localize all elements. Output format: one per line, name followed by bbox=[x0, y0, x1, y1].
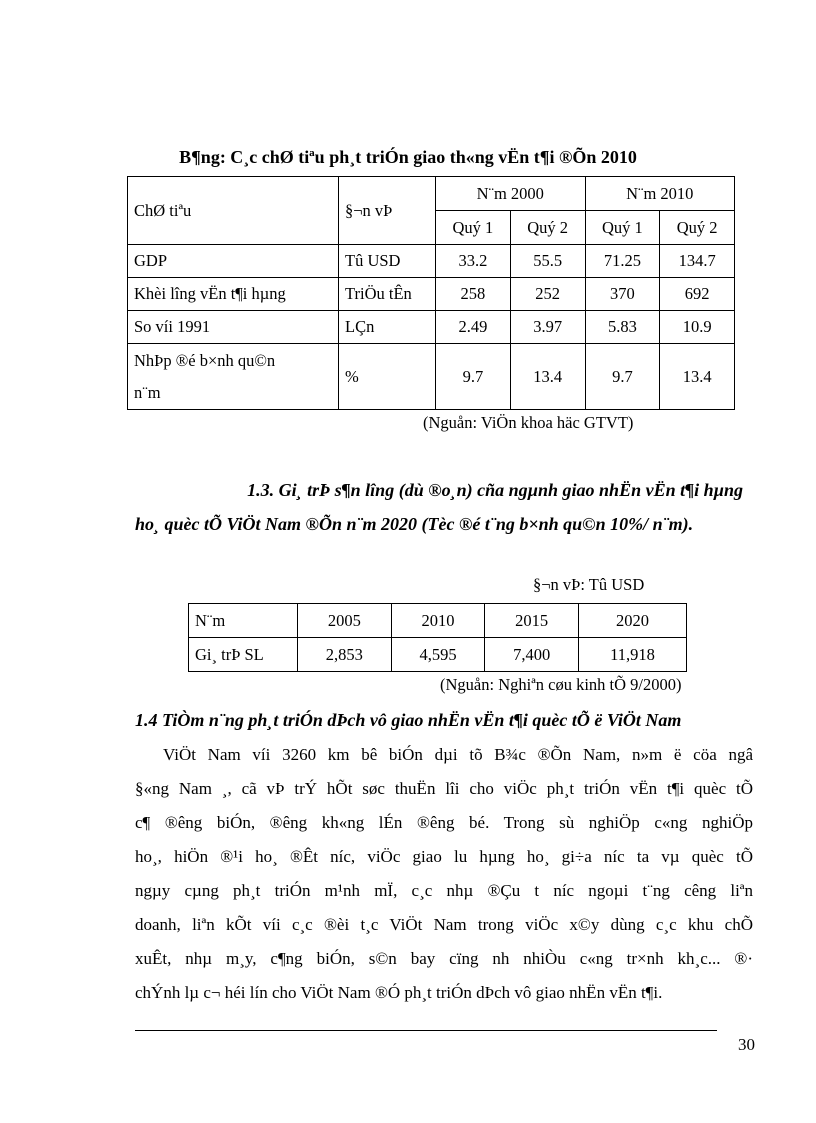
section-1-3-heading bbox=[135, 473, 755, 541]
cell: 370 bbox=[585, 278, 660, 311]
row-label: Khèi lîng vËn t¶i hµng bbox=[128, 278, 339, 311]
table-row bbox=[128, 278, 735, 311]
section-1-3-line1: 1.3. Gi¸ trÞ s¶n lîng (dù ®o¸n) cña ngµnh giao nhËn vËn t¶i hµng bbox=[247, 480, 743, 500]
row-label: Gi¸ trÞ SL bbox=[189, 638, 298, 672]
row-label: GDP bbox=[128, 245, 339, 278]
header-cell: 2010 bbox=[391, 604, 485, 638]
cell: 55.5 bbox=[510, 245, 585, 278]
paragraph-line: c¶ ®êng biÓn, ®êng kh«ng lÉn ®êng bé. Trong sù nghiÖp c«ng nghiÖp bbox=[135, 813, 753, 832]
footer-rule bbox=[135, 1030, 717, 1031]
cell: 9.7 bbox=[585, 344, 660, 410]
header-q2: Quý 2 bbox=[660, 211, 735, 245]
projection-table bbox=[188, 603, 687, 672]
cell: 4,595 bbox=[391, 638, 485, 672]
header-cell: 2020 bbox=[579, 604, 687, 638]
row-label bbox=[128, 344, 339, 410]
cell: 258 bbox=[436, 278, 511, 311]
paragraph-line: ho¸, hiÖn ®¹i ho¸ ®Êt níc, viÖc giao lu hµng ho¸ gi÷a níc ta vµ quèc tÕ bbox=[135, 847, 753, 866]
row-label: So víi 1991 bbox=[128, 311, 339, 344]
row-unit: TriÖu tÊn bbox=[339, 278, 436, 311]
table2-unit-note: §¬n vÞ: Tû USD bbox=[533, 575, 645, 594]
paragraph-line: chÝnh lµ c¬ héi lín cho ViÖt Nam ®Ó ph¸t triÓn dÞch vô giao nhËn vËn t¶i. bbox=[135, 983, 663, 1002]
table-row bbox=[189, 604, 687, 638]
paragraph-line: ngµy cµng ph¸t triÓn m¹nh mÏ, c¸c nhµ ®Çu t níc ngoµi t¨ng cêng liªn bbox=[135, 881, 753, 900]
page-number: 30 bbox=[738, 1035, 755, 1054]
cell: 252 bbox=[510, 278, 585, 311]
header-q1: Quý 1 bbox=[585, 211, 660, 245]
cell: 3.97 bbox=[510, 311, 585, 344]
row-unit: Tû USD bbox=[339, 245, 436, 278]
cell: 71.25 bbox=[585, 245, 660, 278]
cell: 5.83 bbox=[585, 311, 660, 344]
cell: 33.2 bbox=[436, 245, 511, 278]
table1-title: B¶ng: C¸c chØ tiªu ph¸t triÓn giao th«ng vËn t¶i ®Õn 2010 bbox=[179, 147, 637, 167]
table1-source: (Nguån: ViÖn khoa häc GTVT) bbox=[423, 413, 634, 432]
header-cell: 2005 bbox=[298, 604, 392, 638]
cell: 11,918 bbox=[579, 638, 687, 672]
header-cell: 2015 bbox=[485, 604, 579, 638]
header-q1: Quý 1 bbox=[436, 211, 511, 245]
cell: 7,400 bbox=[485, 638, 579, 672]
header-unit: §¬n vÞ bbox=[339, 177, 436, 245]
row-unit: LÇn bbox=[339, 311, 436, 344]
header-year-2010: N¨m 2010 bbox=[585, 177, 735, 211]
cell: 13.4 bbox=[660, 344, 735, 410]
paragraph-line: §«ng Nam ¸, cã vÞ trÝ hÕt søc thuËn lîi cho viÖc ph¸t triÓn vËn t¶i quèc tÕ bbox=[135, 779, 753, 798]
indicators-table bbox=[127, 176, 735, 410]
cell: 9.7 bbox=[436, 344, 511, 410]
section-1-3-line2: ho¸ quèc tÕ ViÖt Nam ®Õn n¨m 2020 (Tèc ®é t¨ng b×nh qu©n 10%/ n¨m). bbox=[135, 514, 694, 534]
paragraph-line: xuÊt, nhµ m¸y, c¶ng biÓn, s©n bay cïng nh nhiÒu c«ng tr×nh kh¸c... ®· bbox=[135, 949, 753, 968]
table-row bbox=[128, 311, 735, 344]
row-label-line2: n¨m bbox=[134, 382, 161, 402]
table-row bbox=[128, 344, 735, 410]
section-1-4-heading: 1.4 TiÒm n¨ng ph¸t triÓn dÞch vô giao nhËn vËn t¶i quèc tÕ ë ViÖt Nam bbox=[135, 710, 682, 730]
header-indicator: ChØ tiªu bbox=[128, 177, 339, 245]
cell: 2,853 bbox=[298, 638, 392, 672]
paragraph-line: doanh, liªn kÕt víi c¸c ®èi t¸c ViÖt Nam trong viÖc x©y dùng c¸c khu chÕ bbox=[135, 915, 753, 934]
paragraph-line: ViÖt Nam víi 3260 km bê biÓn dµi tõ B¾c ®Õn Nam, n»m ë cöa ngâ bbox=[163, 745, 753, 764]
cell: 10.9 bbox=[660, 311, 735, 344]
cell: 13.4 bbox=[510, 344, 585, 410]
table-row bbox=[189, 638, 687, 672]
cell: 2.49 bbox=[436, 311, 511, 344]
body-paragraph bbox=[135, 738, 753, 1010]
row-unit: % bbox=[339, 344, 436, 410]
table2-source: (Nguån: Nghiªn cøu kinh tÕ 9/2000) bbox=[440, 675, 682, 694]
table-row bbox=[128, 245, 735, 278]
header-year-2000: N¨m 2000 bbox=[436, 177, 586, 211]
cell: 692 bbox=[660, 278, 735, 311]
header-year: N¨m bbox=[189, 604, 298, 638]
cell: 134.7 bbox=[660, 245, 735, 278]
row-label-line1: NhÞp ®é b×nh qu©n bbox=[134, 350, 276, 370]
header-q2: Quý 2 bbox=[510, 211, 585, 245]
